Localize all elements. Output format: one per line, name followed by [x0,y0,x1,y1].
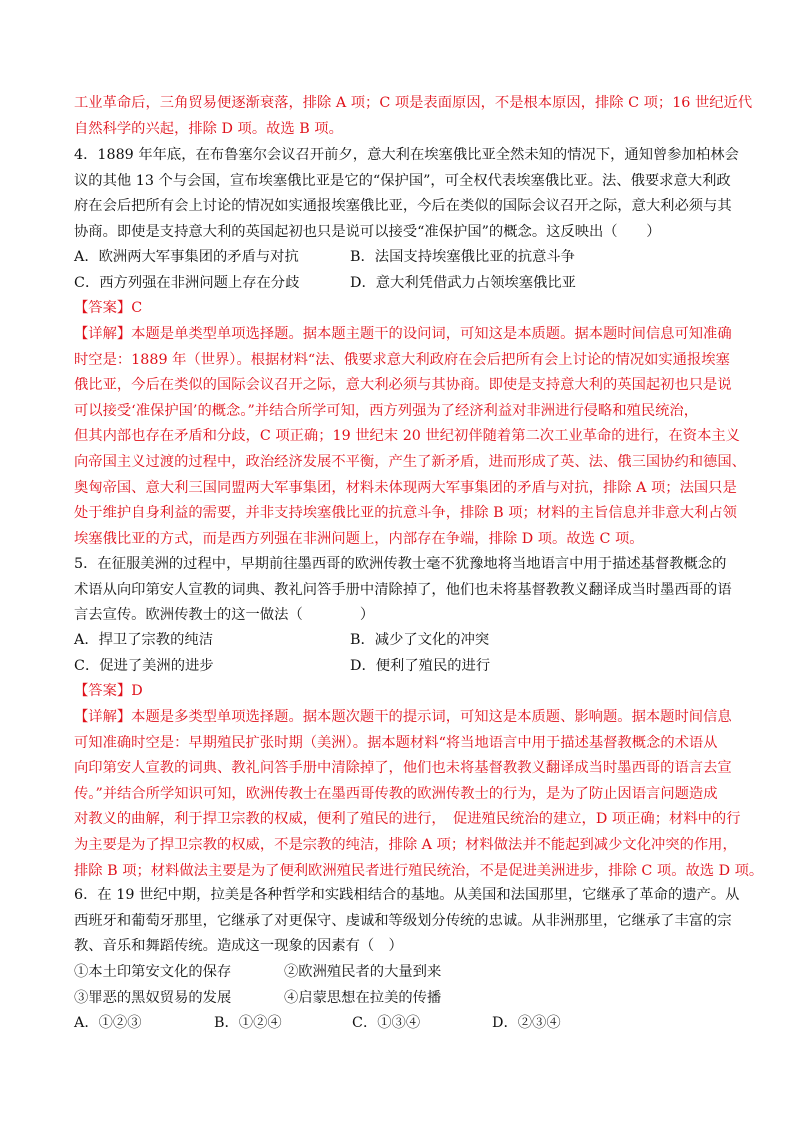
text-line: 府在会后把所有会上讨论的情况如实通报埃塞俄比亚，今后在类似的国际会议召开之际，意大利必须与其 [74,198,732,215]
text-line: 排除 B 项；材料做法主要是为了便利欧洲殖民者进行殖民统治，不是促进美洲进步，排除 C 项。故选 D 项。 [74,862,764,879]
option-b: B．减少了文化的冲突 [350,632,490,648]
text-line: 工业革命后，三角贸易便逐渐衰落，排除 A 项；C 项是表面原因，不是根本原因，排除 C 项；16 世纪近代 [74,95,753,111]
text-line: 可知准确时空是：早期殖民扩张时期（美洲）。据本题材料“将当地语言中用于描述基督教概念的术语从 [74,734,718,751]
text-line: 向帝国主义过渡的过程中，政治经济发展不平衡，产生了新矛盾，进而形成了英、法、俄三国协约和德国、 [74,453,746,470]
q4-stem [74,143,739,245]
option-c: C．西方列强在非洲问题上存在分歧 [74,274,300,291]
statement-3: ③罪恶的黑奴贸易的发展 [74,989,232,1006]
option-d: D．意大利凭借武力占领埃塞俄比亚 [350,274,576,291]
option-a: A．捍卫了宗教的纯洁 [74,632,213,648]
text-line: 【详解】本题是多类型单项选择题。据本题次题干的提示词，可知这是本质题、影响题。据本题时间信息 [74,709,732,725]
option-c: C．促进了美洲的进步 [74,657,214,674]
text-line: 西班牙和葡萄牙那里，它继承了对更保守、虔诚和等级划分传统的忠诚。从非洲那里，它继承了丰富的宗 [74,912,732,929]
text-line: 时空是：1889 年（世界）。根据材料“法、俄要求意大利政府在会后把所有会上讨论的情况如实通报埃塞 [74,351,730,368]
text-line: 传。”并结合所学知识可知，欧洲传教士在墨西哥传教的欧洲传教士的行为，是为了防止因语言问题造成 [74,785,718,802]
q4-detail [74,322,746,552]
option-a: A．欧洲两大军事集团的矛盾与对抗 [74,249,299,265]
text-line: 俄比亚，今后在类似的国际会议召开之际，意大利必须与其协商。即使是支持意大利的英国起初也只是说 [74,377,732,394]
prev-explanation [74,91,753,142]
text-line: 可以接受‘准保护国’的概念。”并结合所学可知，西方列强为了经济利益对非洲进行侵略和殖民统治， [74,402,699,419]
text-line: 5．在征服美洲的过程中，早期前往墨西哥的欧洲传教士毫不犹豫地将当地语言中用于描述基督教概念的 [74,556,727,572]
text-line: 奥匈帝国、意大利三国同盟两大军事集团，材料未体现两大军事集团的矛盾与对抗，排除 A 项；法国只是 [74,479,737,496]
text-line: 6．在 19 世纪中期，拉美是各种哲学和实践相结合的基地。从美国和法国那里，它继承了革命的遗产。从 [74,887,740,903]
statement-2: ②欧洲殖民者的大量到来 [284,964,442,980]
text-line: 埃塞俄比亚的方式，而是西方列强在非洲问题上，内部存在争端，排除 D 项。故选 C 项。 [74,530,644,547]
text-line: 术语从向印第安人宣教的词典、教礼问答手册中清除掉了，他们也未将基督教教义翻译成当时墨西哥的语 [74,581,732,598]
text-line: 向印第安人宣教的词典、教礼问答手册中清除掉了，他们也未将基督教教义翻译成当时墨西哥的语言去宣 [74,760,732,777]
answer-tag: 【答案】 [74,683,132,699]
text-line: 4．1889 年年底，在布鲁塞尔会议召开前夕，意大利在埃塞俄比亚全然未知的情况下，通知曾参加柏林会 [74,147,739,163]
option-c: C．①③④ [352,1015,421,1032]
answer-tag: 【答案】 [74,300,132,316]
text-line: 处于维护自身利益的需要，并非支持埃塞俄比亚的抗意斗争，排除 B 项；材料的主旨信息并非意大利占领 [74,505,737,522]
q5-stem [74,552,730,629]
q4-answer [74,296,730,322]
text-line: 【详解】本题是单类型单项选择题。据本题主题干的设问词，可知这是本质题。据本题时间信息可知准确 [74,326,732,342]
answer-value: C [131,300,143,316]
text-line: 议的其他 13 个与会国，宣布埃塞俄比亚是它的“保护国”，可全权代表埃塞俄比亚。法、俄要求意大利政 [74,172,731,189]
text-line: 对教义的曲解，利于捍卫宗教的权威，便利了殖民的进行， 促进殖民统治的建立，D 项正确；材料中的行 [74,811,741,828]
text-line: 协商。即使是支持意大利的英国起初也只是说可以接受“准保护国”的概念。这反映出（ ） [74,223,661,240]
option-d: D．便利了殖民的进行 [350,657,491,674]
answer-value: D [131,683,143,699]
option-d: D．②③④ [492,1015,561,1032]
q6-stem [74,883,740,960]
statement-4: ④启蒙思想在拉美的传播 [284,989,442,1006]
q5-options [74,628,730,679]
text-line: 教、音乐和舞蹈传统。造成这一现象的因素有（ ） [74,938,403,955]
text-line: 但其内部也存在矛盾和分歧，C 项正确；19 世纪末 20 世纪初伴随着第二次工业革命的进行，在资本主义 [74,428,740,445]
option-b: B．①②④ [214,1015,282,1032]
text-line: 言去宣传。欧洲传教士的这一做法（ ） [74,607,375,624]
q6-statements [74,960,730,1037]
option-b: B．法国支持埃塞俄比亚的抗意斗争 [350,249,575,265]
q5-answer [74,679,730,705]
option-a: A．①②③ [74,1015,142,1032]
text-line: 为主要是为了捍卫宗教的权威，不是宗教的纯洁，排除 A 项；材料做法并不能起到减少文化冲突的作用， [74,836,737,853]
q5-detail [74,705,764,884]
q4-options [74,245,730,296]
statement-1: ①本土印第安文化的保存 [74,964,232,980]
text-line: 自然科学的兴起，排除 D 项。故选 B 项。 [74,120,343,137]
